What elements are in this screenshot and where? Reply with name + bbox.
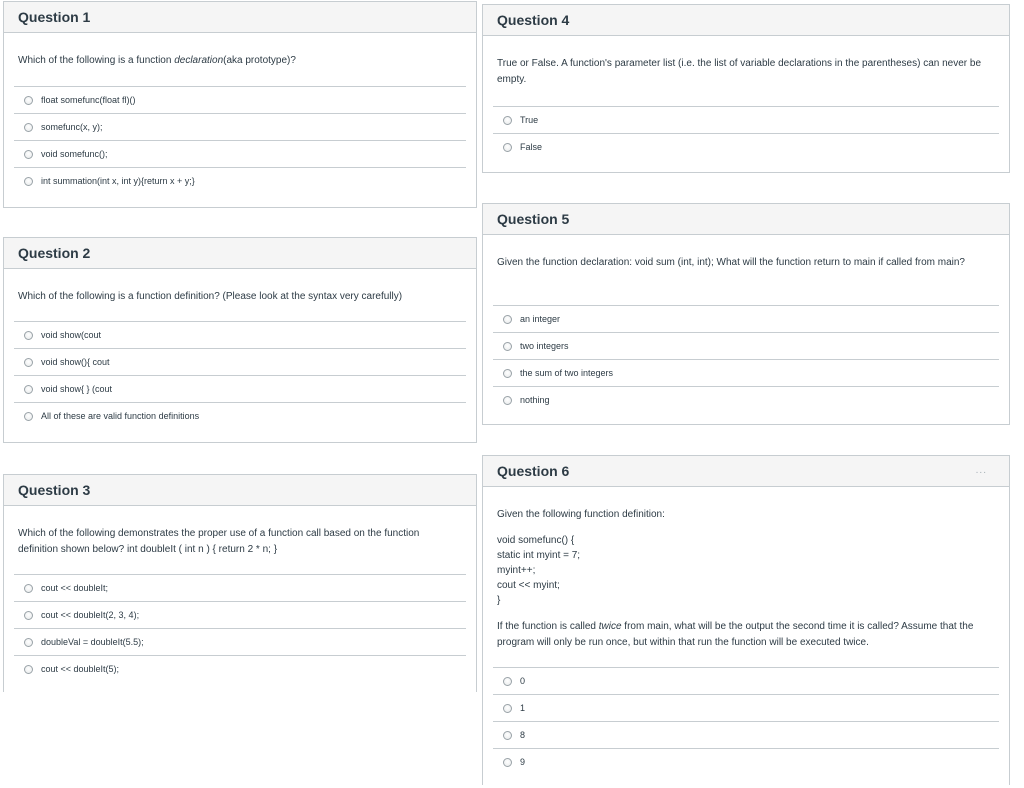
answer-label: 0 bbox=[520, 676, 526, 686]
question-1-text-part: Which of the following is a function bbox=[18, 55, 175, 66]
question-1-answers bbox=[14, 86, 466, 194]
radio-button[interactable] bbox=[24, 96, 33, 105]
question-5-body bbox=[482, 235, 1010, 425]
radio-button[interactable] bbox=[24, 358, 33, 367]
answer-label: void show(cout bbox=[41, 330, 102, 340]
answer-option[interactable] bbox=[14, 574, 466, 601]
question-5-answers bbox=[493, 305, 999, 413]
question-3-answers bbox=[14, 574, 466, 682]
answer-option[interactable] bbox=[493, 332, 999, 359]
answer-label: void somefunc(); bbox=[41, 149, 108, 159]
question-5-card bbox=[482, 203, 1010, 425]
answer-option[interactable] bbox=[14, 140, 466, 167]
question-4-card bbox=[482, 4, 1010, 173]
question-1-body bbox=[3, 33, 477, 208]
question-6-intro: Given the following function definition: bbox=[497, 509, 665, 520]
question-6-text-part: If the function is called bbox=[497, 621, 599, 632]
radio-button[interactable] bbox=[503, 143, 512, 152]
answer-label: void show{ } (cout bbox=[41, 384, 113, 394]
question-6-card bbox=[482, 455, 1010, 785]
radio-button[interactable] bbox=[503, 315, 512, 324]
answer-option[interactable] bbox=[493, 359, 999, 386]
radio-button[interactable] bbox=[503, 116, 512, 125]
radio-button[interactable] bbox=[24, 331, 33, 340]
question-2-title: Question 2 bbox=[18, 245, 91, 261]
answer-option[interactable] bbox=[493, 748, 999, 775]
answer-option[interactable] bbox=[14, 348, 466, 375]
radio-button[interactable] bbox=[24, 584, 33, 593]
question-2-card bbox=[3, 237, 477, 443]
more-options-icon[interactable]: ... bbox=[975, 465, 987, 476]
question-3-title: Question 3 bbox=[18, 482, 91, 498]
question-6-text bbox=[497, 619, 997, 651]
question-6-title: Question 6 bbox=[497, 463, 570, 479]
radio-button[interactable] bbox=[24, 665, 33, 674]
question-1-title: Question 1 bbox=[18, 9, 91, 25]
question-1-text bbox=[18, 53, 312, 69]
answer-option[interactable] bbox=[14, 321, 466, 348]
answer-label: All of these are valid function definitions bbox=[41, 411, 200, 421]
answer-option[interactable] bbox=[14, 86, 466, 113]
answer-option[interactable] bbox=[14, 167, 466, 194]
radio-button[interactable] bbox=[503, 704, 512, 713]
question-6-code bbox=[497, 533, 580, 608]
answer-option[interactable] bbox=[14, 601, 466, 628]
answer-label: void show(){ cout bbox=[41, 357, 110, 367]
answer-label: doubleVal = doubleIt(5.5); bbox=[41, 637, 144, 647]
answer-option[interactable] bbox=[493, 305, 999, 332]
code-line: } bbox=[497, 595, 501, 606]
question-4-title: Question 4 bbox=[497, 12, 570, 28]
answer-label: True bbox=[520, 115, 539, 125]
code-line: void somefunc() { bbox=[497, 535, 575, 546]
answer-label: the sum of two integers bbox=[520, 368, 614, 378]
radio-button[interactable] bbox=[503, 758, 512, 767]
answer-label: float somefunc(float fl)() bbox=[41, 95, 136, 105]
question-3-card bbox=[3, 474, 477, 692]
code-line: cout << myint; bbox=[497, 580, 560, 591]
answer-option[interactable] bbox=[493, 667, 999, 694]
radio-button[interactable] bbox=[503, 731, 512, 740]
answer-option[interactable] bbox=[14, 628, 466, 655]
question-2-answers bbox=[14, 321, 466, 429]
answer-option[interactable] bbox=[493, 721, 999, 748]
radio-button[interactable] bbox=[24, 177, 33, 186]
question-1-card bbox=[3, 1, 477, 208]
answer-label: int summation(int x, int y){return x + y;} bbox=[41, 176, 195, 186]
answer-label: 8 bbox=[520, 730, 526, 740]
radio-button[interactable] bbox=[24, 638, 33, 647]
answer-option[interactable] bbox=[493, 106, 999, 133]
question-2-body bbox=[3, 269, 477, 443]
radio-button[interactable] bbox=[24, 385, 33, 394]
answer-option[interactable] bbox=[14, 113, 466, 140]
question-4-text: True or False. A function's parameter list (i.e. the list of variable declarations in the parentheses) can never be empty. bbox=[497, 58, 982, 85]
question-1-text-part: (aka prototype)? bbox=[223, 55, 296, 66]
answer-label: nothing bbox=[520, 395, 550, 405]
question-5-title: Question 5 bbox=[497, 211, 570, 227]
answer-label: cout << doubleIt; bbox=[41, 583, 109, 593]
question-4-answers bbox=[493, 106, 999, 160]
answer-option[interactable] bbox=[493, 386, 999, 413]
question-6-text-part: from main, what will be the output the second time it is called? Assume that the program will only be run once, but within that run the function will be executed twice. bbox=[497, 621, 974, 648]
answer-label: two integers bbox=[520, 341, 569, 351]
question-6-header bbox=[482, 455, 1010, 487]
question-4-header bbox=[482, 4, 1010, 36]
answer-option[interactable] bbox=[493, 694, 999, 721]
answer-label: 9 bbox=[520, 757, 526, 767]
answer-label: 1 bbox=[520, 703, 526, 713]
answer-option[interactable] bbox=[14, 655, 466, 682]
answer-label: an integer bbox=[520, 314, 561, 324]
question-6-body bbox=[482, 487, 1010, 785]
answer-label: somefunc(x, y); bbox=[41, 122, 103, 132]
radio-button[interactable] bbox=[24, 412, 33, 421]
code-line: myint++; bbox=[497, 565, 536, 576]
question-1-text-emphasis: declaration bbox=[174, 55, 224, 66]
radio-button[interactable] bbox=[503, 369, 512, 378]
radio-button[interactable] bbox=[24, 123, 33, 132]
radio-button[interactable] bbox=[24, 150, 33, 159]
radio-button[interactable] bbox=[503, 677, 512, 686]
answer-option[interactable] bbox=[493, 133, 999, 160]
radio-button[interactable] bbox=[24, 611, 33, 620]
question-3-header bbox=[3, 474, 477, 506]
answer-label: cout << doubleIt(2, 3, 4); bbox=[41, 610, 140, 620]
answer-label: False bbox=[520, 142, 543, 152]
question-6-text-emphasis: twice bbox=[598, 621, 622, 632]
code-line: static int myint = 7; bbox=[497, 550, 581, 561]
question-3-body bbox=[3, 506, 477, 692]
question-6-answers bbox=[493, 667, 999, 775]
answer-option[interactable] bbox=[14, 402, 466, 429]
question-3-text: Which of the following demonstrates the proper use of a function call based on the function definition shown below? int doubleIt ( int n ) { return 2 * n; } bbox=[18, 528, 420, 555]
answer-label: cout << doubleIt(5); bbox=[41, 664, 120, 674]
radio-button[interactable] bbox=[503, 396, 512, 405]
radio-button[interactable] bbox=[503, 342, 512, 351]
question-2-header bbox=[3, 237, 477, 269]
question-5-header bbox=[482, 203, 1010, 235]
question-2-text: Which of the following is a function definition? (Please look at the syntax very carefully) bbox=[18, 291, 403, 302]
question-4-body bbox=[482, 36, 1010, 173]
answer-option[interactable] bbox=[14, 375, 466, 402]
question-5-text: Given the function declaration: void sum (int, int); What will the function return to main if called from main? bbox=[497, 257, 965, 268]
question-1-header bbox=[3, 1, 477, 33]
